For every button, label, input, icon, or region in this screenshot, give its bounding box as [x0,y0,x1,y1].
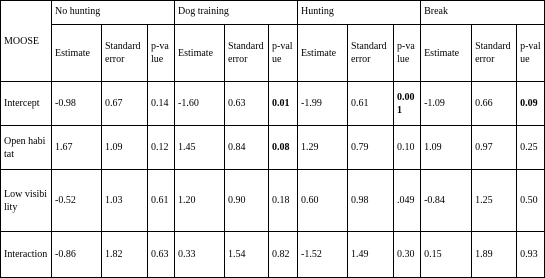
table-cell: 0.67 [102,82,148,126]
table-cell: 1.49 [348,232,394,278]
table-cell: 1.54 [225,232,269,278]
table-row [1,170,545,232]
table-cell: 0.12 [148,126,175,170]
subheader-estimate: Estimate [298,25,348,82]
table-cell: 0.63 [148,232,175,278]
subheader-standard-error: Standard error [225,25,269,82]
table-cell: -1.99 [298,82,348,126]
subheader-p-value: p-value [148,25,175,82]
table-cell: -1.60 [175,82,225,126]
table-cell: 0.10 [394,126,421,170]
table-cell: -0.52 [52,170,102,232]
table-cell: 1.67 [52,126,102,170]
table-row [1,82,545,126]
table-cell: 1.09 [421,126,472,170]
table-cell: 0.97 [472,126,517,170]
table-cell: 1.45 [175,126,225,170]
table-cell: 0.84 [225,126,269,170]
subheader-p-value: p-value [394,25,421,82]
table-cell: 0.63 [225,82,269,126]
table-row [1,126,545,170]
table-cell: 0.08 [269,126,298,170]
group-header-break: Break [421,1,545,25]
table-cell: 0.66 [472,82,517,126]
table-row [1,232,545,278]
table-cell: 1.89 [472,232,517,278]
table-cell: 0.09 [517,82,545,126]
table-cell: 0.60 [298,170,348,232]
subheader-standard-error: Standard error [472,25,517,82]
table-cell: 0.15 [421,232,472,278]
subheader-p-value: p-value [269,25,298,82]
table-cell: 0.25 [517,126,545,170]
table-cell: 0.001 [394,82,421,126]
table-cell: 1.03 [102,170,148,232]
corner-header: MOOSE [1,1,52,82]
table-cell: 1.25 [472,170,517,232]
row-label: Open habitat [1,126,52,170]
table-cell: .049 [394,170,421,232]
group-header-no-hunting: No hunting [52,1,175,25]
table-cell: 0.18 [269,170,298,232]
table-cell: 0.98 [348,170,394,232]
subheader-estimate: Estimate [52,25,102,82]
table-cell: 1.20 [175,170,225,232]
subheader-estimate: Estimate [421,25,472,82]
group-header-row [1,1,545,25]
table-cell: 0.14 [148,82,175,126]
table-cell: 0.61 [148,170,175,232]
table-cell: -0.98 [52,82,102,126]
table-cell: 1.09 [102,126,148,170]
table-cell: 0.79 [348,126,394,170]
subheader-row [1,25,545,82]
row-label: Intercept [1,82,52,126]
table-cell: 0.82 [269,232,298,278]
table-cell: 0.01 [269,82,298,126]
table-cell: 0.30 [394,232,421,278]
row-label: Interaction [1,232,52,278]
table-cell: 0.33 [175,232,225,278]
row-label: Low visibility [1,170,52,232]
table-cell: 1.82 [102,232,148,278]
subheader-standard-error: Standard error [348,25,394,82]
subheader-p-value: p-value [517,25,545,82]
table-cell: 0.61 [348,82,394,126]
table-cell: -1.52 [298,232,348,278]
table-cell: -1.09 [421,82,472,126]
table-cell: 0.90 [225,170,269,232]
table-cell: -0.84 [421,170,472,232]
table-cell: 0.50 [517,170,545,232]
group-header-hunting: Hunting [298,1,421,25]
table-cell: 1.29 [298,126,348,170]
table-cell: -0.86 [52,232,102,278]
table-cell: 0.93 [517,232,545,278]
group-header-dog-training: Dog training [175,1,298,25]
subheader-estimate: Estimate [175,25,225,82]
subheader-standard-error: Standard error [102,25,148,82]
